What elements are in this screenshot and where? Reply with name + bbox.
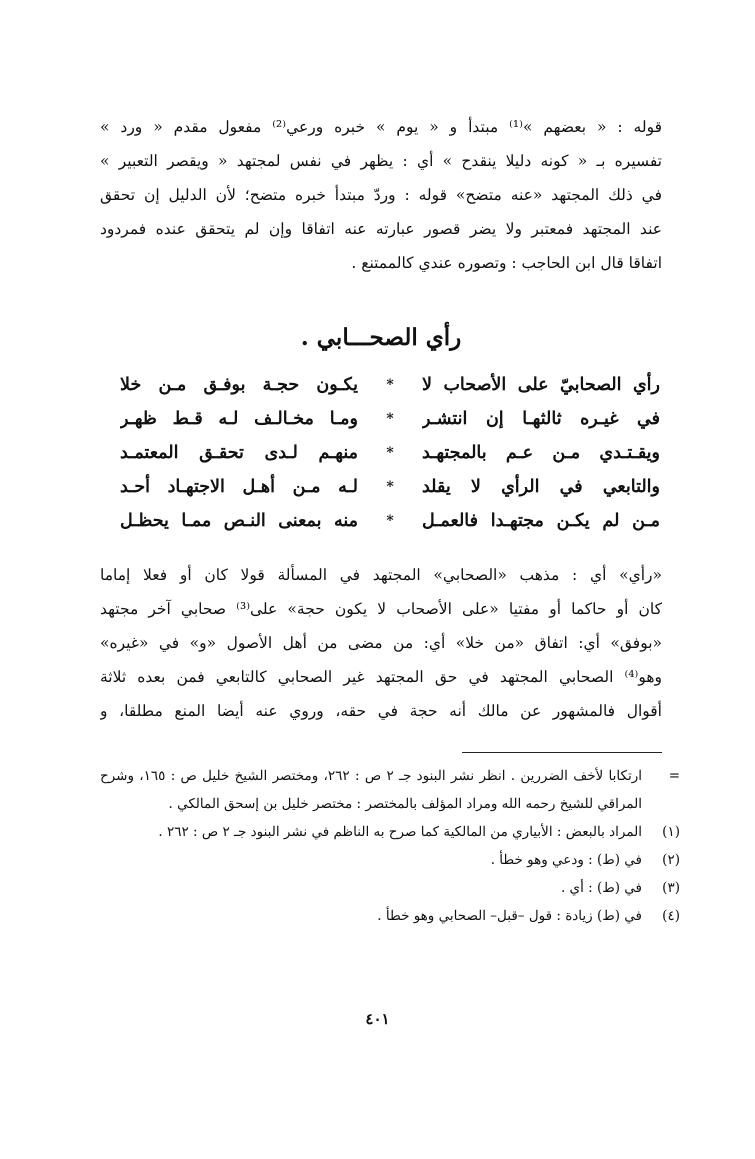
- intro-line: قوله : « بعضهم »⁽¹⁾ مبتدأ و « يوم » خبره ورعي⁽²⁾ مفعول مقدم « ورد »: [100, 118, 662, 136]
- verse-second-hemistich: ومـا مخـالـف لـه قـط ظهـر: [120, 409, 358, 429]
- footnote-item: [100, 762, 680, 818]
- footnote-text: ارتكابا لأخف الضررين . انظر نشر البنود جـ ٢ ص : ٢٦٢، ومختصر الشيخ خليل ص : ١٦٥، وشرح المراقي للشيخ رحمه الله ومراد المؤلف بالمختصر : مختصر خليل بن إسحق المالكي .: [100, 768, 642, 812]
- footnote-item: [100, 902, 680, 930]
- footnote-item: [100, 846, 680, 874]
- page-number: ٤٠١: [365, 1010, 390, 1028]
- verse-second-hemistich: منه بمعنى النـص ممـا يحظـل: [120, 511, 358, 531]
- commentary-line: كان أو حاكما أو مفتيا «على الأصحاب لا يكون حجة» على⁽³⁾ صحابي آخر مجتهد: [100, 600, 662, 618]
- intro-paragraph: [100, 110, 662, 280]
- commentary-paragraph: [100, 558, 662, 728]
- footnote-number: =: [668, 768, 680, 784]
- intro-line: في ذلك المجتهد «عنه متضح» قوله : وردّ مبتدأ خبره متضح؛ لأن الدليل إن تحقق: [100, 186, 662, 204]
- verse-second-hemistich: لـه مـن أهـل الاجتهـاد أحـد: [120, 477, 358, 497]
- section-title: رأي الصحـــابي .: [300, 324, 462, 351]
- verse-row: [120, 504, 660, 538]
- footnote-text: في (ط) زيادة : قول –قبل– الصحابي وهو خطأ .: [377, 908, 642, 924]
- verse-second-hemistich: منهـم لـدى تحقـق المعتمـد: [120, 443, 358, 463]
- verse-separator-icon: *: [386, 377, 394, 393]
- footnote-number: (٤): [662, 908, 680, 924]
- footnote-number: (٢): [662, 852, 680, 868]
- verse-separator-icon: *: [386, 411, 394, 427]
- intro-line: اتفاقا قال ابن الحاجب : وتصوره عندي كالممتنع .: [351, 254, 662, 272]
- intro-line: عند المجتهد فمعتبر ولا يضر قصور عبارته عنه اتفاقا وإن لم يتحقق عنده فمردود: [100, 220, 662, 238]
- verse-first-hemistich: ويقـتـدي مـن عـم بالمجتهـد: [422, 443, 660, 463]
- verse-row: [120, 470, 660, 504]
- footnote-text: في (ط) : أي .: [560, 880, 642, 896]
- verse-row: [120, 402, 660, 436]
- verse-row: [120, 436, 660, 470]
- verse-first-hemistich: مـن لم يكـن مجتهـدا فالعمـل: [422, 511, 660, 531]
- verse-second-hemistich: يكـون حجـة بوفـق مـن خلا: [120, 375, 358, 395]
- footnote-item: [100, 874, 680, 902]
- footnote-text: في (ط) : ودعي وهو خطأ .: [490, 852, 642, 868]
- commentary-line: وهو⁽⁴⁾ الصحابي المجتهد في حق المجتهد غير الصحابي كالتابعي فمن بعده ثلاثة: [100, 668, 662, 686]
- footnote-text: المراد بالبعض : الأبياري من المالكية كما صرح به الناظم في نشر البنود جـ ٢ ص : ٢٦٢ .: [158, 824, 642, 840]
- commentary-line: أقوال فالمشهور عن مالك أنه حجة في حقه، وروي عنه أيضا المنع مطلقا، و: [100, 702, 662, 720]
- verse-first-hemistich: رأي الصحابيّ على الأصحاب لا: [422, 375, 660, 395]
- footnote-number: (٣): [662, 880, 680, 896]
- verse-row: [120, 368, 660, 402]
- footnote-number: (١): [662, 824, 680, 840]
- footnote-item: [100, 818, 680, 846]
- verse-first-hemistich: والتابعي في الرأي لا يقلد: [422, 477, 660, 497]
- footnotes: [100, 762, 680, 930]
- verse-separator-icon: *: [386, 513, 394, 529]
- poem-verses: [120, 368, 660, 538]
- commentary-line: «بوفق» أي: اتفاق «من خلا» أي: من مضى من أهل الأصول «و» في «غيره»: [100, 634, 662, 652]
- commentary-line: «رأي» أي : مذهب «الصحابي» المجتهد في المسألة قولا كان أو فعلا إماما: [100, 566, 662, 584]
- verse-first-hemistich: في غيـره ثالثهـا إن انتشـر: [422, 409, 660, 429]
- verse-separator-icon: *: [386, 445, 394, 461]
- intro-line: تفسيره بـ « كونه دليلا ينقدح » أي : يظهر في نفس لمجتهد « ويقصر التعبير »: [100, 152, 662, 170]
- footnote-divider: [462, 752, 662, 753]
- verse-separator-icon: *: [386, 479, 394, 495]
